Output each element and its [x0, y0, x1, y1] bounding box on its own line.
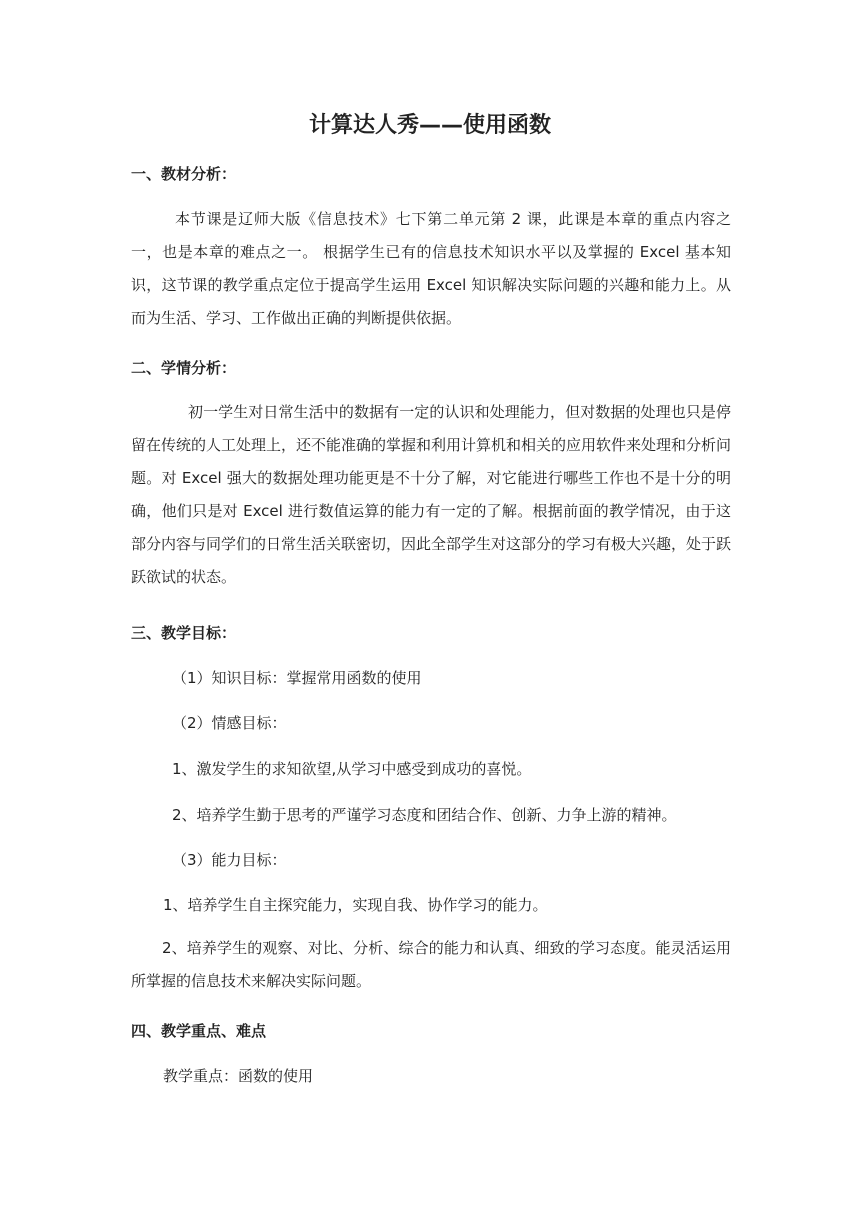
goal-item: （2）情感目标：	[172, 714, 287, 732]
section-heading-materials: 一、教材分析：	[131, 165, 237, 183]
section-heading-goals: 三、教学目标：	[131, 624, 237, 642]
goal-item: 2、培养学生勤于思考的严谨学习态度和团结合作、创新、力争上游的精神。	[172, 806, 677, 824]
section-heading-key-points: 四、教学重点、难点	[131, 1022, 267, 1040]
goal-item: 1、培养学生自主探究能力，实现自我、协作学习的能力。	[163, 896, 548, 914]
section-heading-student-analysis: 二、学情分析：	[131, 359, 237, 377]
goal-item: 1、激发学生的求知欲望,从学习中感受到成功的喜悦。	[172, 760, 532, 778]
section-body-student-analysis: 初一学生对日常生活中的数据有一定的认识和处理能力，但对数据的处理也只是停留在传统的人工处理上，还不能准确的掌握和利用计算机和相关的应用软件来处理和分析问题。对 Excel 强大的数据处理功能更是不十分了解，对它能进行哪些工作也不是十分的明确，他们只是对 Excel 进行数值运算的能力有一定的了解。根据前面的教学情况，由于这部分内容与同学们的日常生活关联密切，因此全部学生对这部分的学习有极大兴趣，处于跃跃欲试的状态。	[131, 403, 732, 586]
key-point-item: 教学重点：函数的使用	[163, 1067, 314, 1085]
goal-item: （1）知识目标：掌握常用函数的使用	[172, 669, 422, 687]
goal-item: 2、培养学生的观察、对比、分析、综合的能力和认真、细致的学习态度。能灵活运用所掌握的信息技术来解决实际问题。	[131, 939, 731, 990]
document-title: 计算达人秀——使用函数	[308, 113, 551, 138]
goal-item: （3）能力目标：	[172, 851, 287, 869]
section-body-materials: 本节课是辽师大版《信息技术》七下第二单元第 2 课，此课是本章的重点内容之一，也是本章的难点之一。 根据学生已有的信息技术知识水平以及掌握的 Excel 基本知识，这节课的教学重点定位于提高学生运用 Excel 知识解决实际问题的兴趣和能力上。从而为生活、学习、工作做出正确的判断提供依据。	[131, 210, 731, 327]
